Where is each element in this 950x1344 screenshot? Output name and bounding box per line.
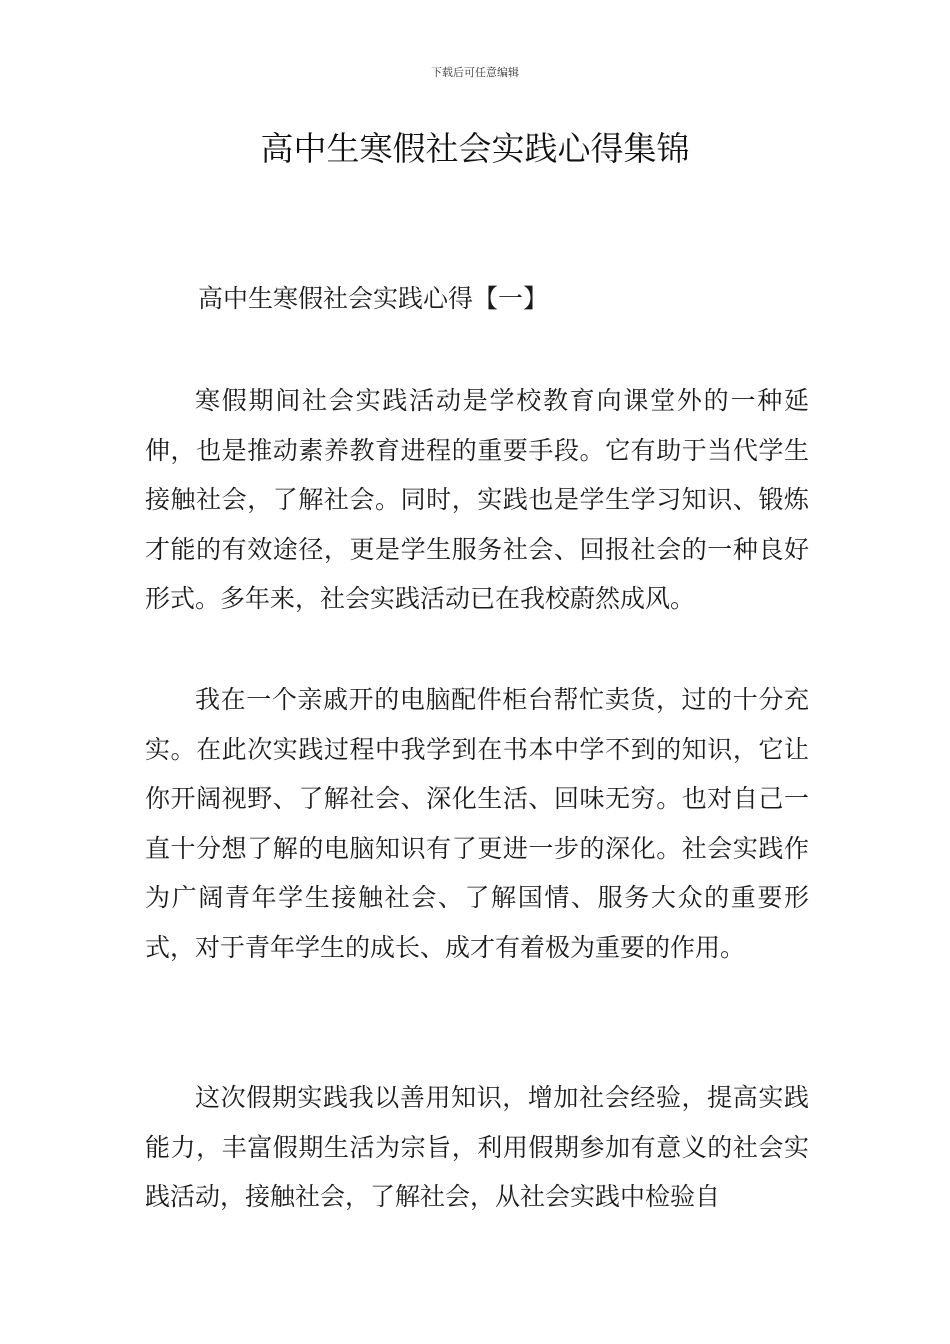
paragraph-1: 寒假期间社会实践活动是学校教育向课堂外的一种延伸，也是推动素养教育进程的重要手段。它有助于当代学生接触社会，了解社会。同时，实践也是学生学习知识、锻炼才能的有效途径，更是学生服务社会、回报社会的一种良好形式。多年来，社会实践活动已在我校蔚然成风。 [145,386,809,613]
paragraph-3: 这次假期实践我以善用知识，增加社会经验，提高实践能力，丰富假期生活为宗旨，利用假期参加有意义的社会实践活动，接触社会，了解社会，从社会实践中检验自 [145,1083,809,1211]
paragraph-2: 我在一个亲戚开的电脑配件柜台帮忙卖货，过的十分充实。在此次实践过程中我学到在书本中学不到的知识，它让你开阔视野、了解社会、深化生活、回味无穷。也对自己一直十分想了解的电脑知识有了更进一步的深化。社会实践作为广阔青年学生接触社会、了解国情、服务大众的重要形式，对于青年学生的成长、成才有着极为重要的作用。 [145,685,809,962]
document-title: 高中生寒假社会实践心得集锦 [260,129,690,168]
header-note: 下载后可任意编辑 [431,66,519,79]
section-heading: 高中生寒假社会实践心得【一】 [198,284,549,313]
